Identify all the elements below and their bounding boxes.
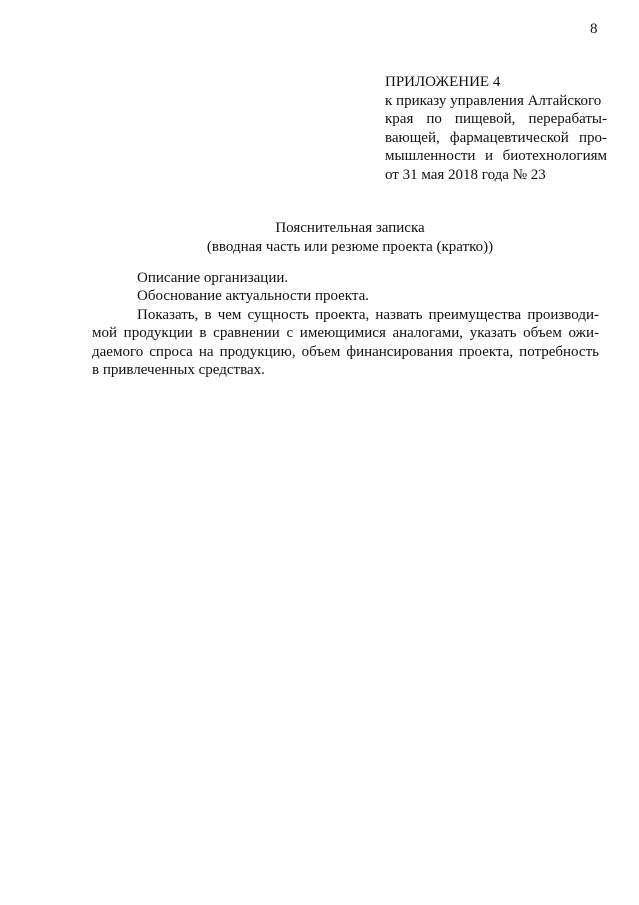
- title-block: [150, 219, 550, 257]
- page-number: 8: [590, 21, 598, 37]
- document-title: Пояснительная записка: [275, 220, 425, 236]
- document-subtitle: (вводная часть или резюме проекта (кратко)): [206, 239, 494, 255]
- paragraph-line: в привлеченных средствах.: [92, 362, 265, 379]
- appendix-line: к приказу управления Алтайского: [385, 92, 602, 109]
- appendix-line: от 31 мая 2018 года № 23: [385, 166, 546, 183]
- appendix-line: вающей, фармацевтической про-: [385, 129, 607, 146]
- appendix-line: мышленности и биотехнологиям: [385, 148, 607, 165]
- appendix-header: [385, 73, 607, 185]
- paragraph-line: мой продукции в сравнении с имеющимися аналогами, указать объем ожи-: [92, 325, 599, 342]
- body-item-organization: Описание организации.: [137, 270, 289, 286]
- paragraph-line: даемого спроса на продукцию, объем финансирования проекта, потребность: [92, 343, 599, 360]
- appendix-line: края по пищевой, перерабаты-: [385, 111, 607, 128]
- appendix-title: ПРИЛОЖЕНИЕ 4: [385, 74, 501, 90]
- body-text: [92, 269, 599, 379]
- paragraph-line: Показать, в чем сущность проекта, назвать преимущества производи-: [137, 306, 599, 323]
- body-item-relevance: Обоснование актуальности проекта.: [137, 288, 370, 305]
